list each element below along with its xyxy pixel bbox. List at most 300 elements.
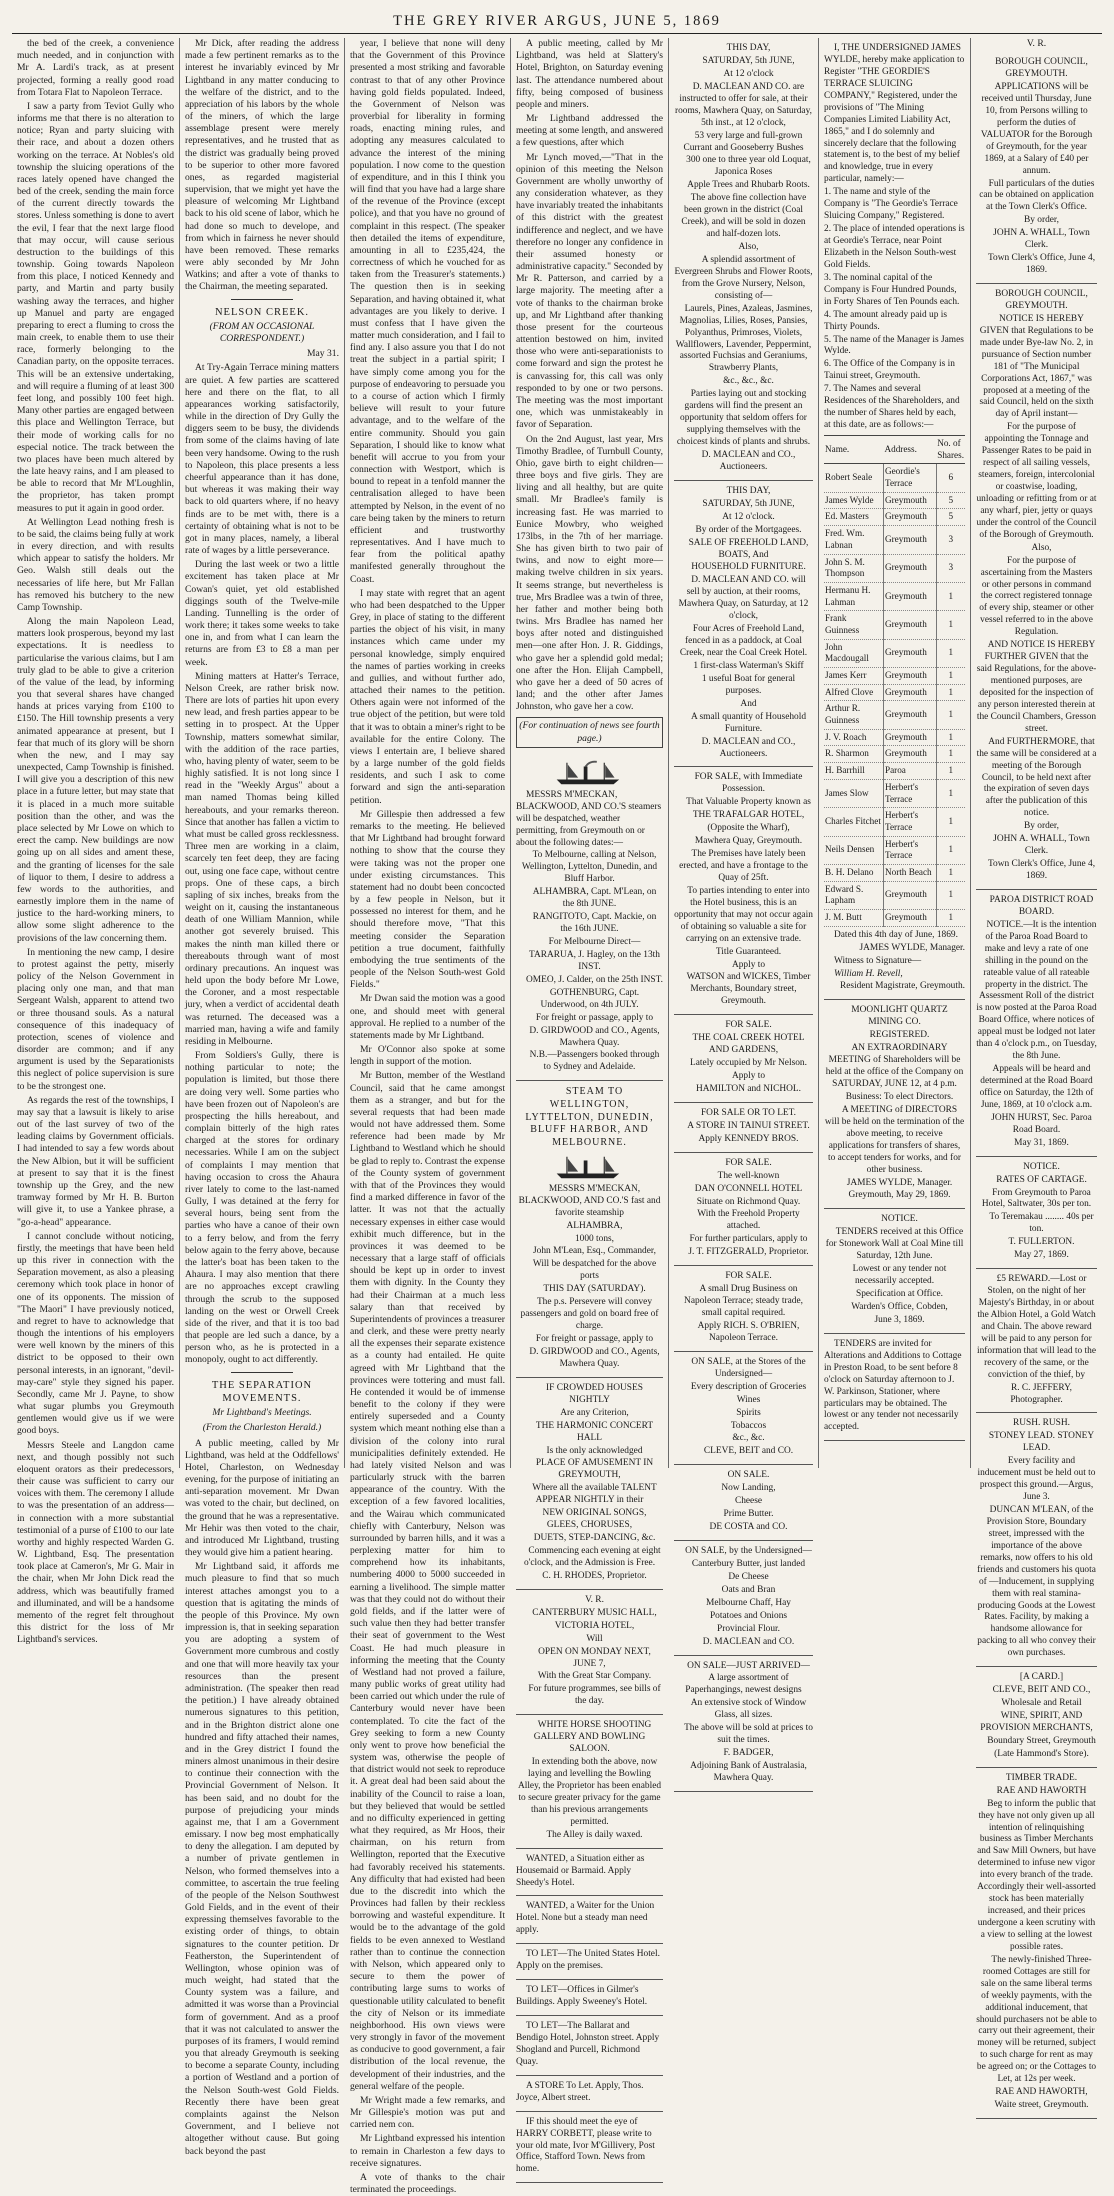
shareholder-address: Greymouth: [883, 526, 936, 554]
ad-line: Where all the available TALENT APPEAR NIGHTLY in their: [532, 1483, 657, 1506]
ad-line: Commencing each evening at eight o'clock, and the Admission is Free.: [523, 1546, 661, 1568]
witness-name: William H. Revell,: [834, 968, 903, 979]
timber-trade-ad: [976, 1768, 1097, 2119]
classified-text: IF this should meet the eye of HARRY CORBETT, please write to your old mate, Ivor M'Gillivery, Post Office, Stafford Town. News from home.: [516, 2116, 655, 2175]
ad-line: V. R.: [585, 1594, 604, 1605]
royal-cypher: V. R.: [1026, 38, 1047, 49]
table-row: [824, 910, 965, 927]
ad-line: SALE OF FREEHOLD LAND, BOATS, And: [688, 537, 809, 560]
tenders-text: TENDERS are invited for Alterations and Additions to Cottage in Preston Road, to be sent before 8 o'clock on Saturday afternoon to J. W. Parkinson, Stationer, where particulars may be obtained. The lowest or any tender not necessarily accepted.: [824, 1338, 962, 1433]
ad-line: RANGITOTO, Capt. Mackie, on the 16th JUNE.: [532, 912, 657, 935]
coal-creek-hotel-ad: [674, 1015, 813, 1103]
shareholder-name: Hermanu H. Lahman: [824, 582, 883, 610]
table-row: [824, 684, 965, 701]
ad-line: Lately occupied by Mr Nelson.: [690, 1058, 807, 1069]
cartage-notice: [976, 1157, 1097, 1270]
table-row: [824, 779, 965, 807]
ad-line: THIS DAY,: [726, 43, 771, 53]
ad-line: For freight or passage, apply to: [535, 1334, 654, 1345]
ad-line: CLEVE, BEIT AND CO.,: [992, 1685, 1091, 1696]
ad-line: The p.s. Persevere will convey passengers and gold on board free of charge.: [520, 1297, 659, 1332]
ad-line: FOR SALE.: [725, 1271, 772, 1282]
ad-line: Are any Criterion,: [560, 1407, 629, 1418]
ad-line: APPLICATIONS will be received until Thursday, June 10, from Persons willing to perform the duties of VALUATOR for the Borough of Greymouth, for the year 1869, at a Salary of £40 per annum.: [980, 82, 1093, 176]
moonlight-mining-ad: [824, 1000, 965, 1209]
paragraph: From Soldiers's Gully, there is nothing particular to note; the population is limited, but those there are doing very well. Some parties who have been frozen out of Napoleon's are prospecting the hills hereabout, and complain bitterly of the high rates charged at the stores for ordinary necessaries. While I am on the subject of complaints I may mention that having occasion to cross the Ahaura river lately to come to the last-named Gully, I was detained at the ferry for several hours, being sent from the parties who have a canoe of their own to a ferry below, and from the ferry below again to the ferry above, because the latter's boat has been taken to the Ahaura. I may also mention that there are no approaches except crawling through the scrub to the supposed landing on the west or Orwell Creek side of the river, and that it is too bad that people are led such a dance, by a person who, as he is protected in a monopoly, ought to act differently.: [185, 1050, 339, 1366]
shareholder-address: Greymouth: [883, 746, 936, 763]
table-row: [824, 554, 965, 582]
registration-intro: I, THE UNDERSIGNED JAMES WYLDE, hereby make application to Register "THE GEORDIE'S TERRACE SLUICING COMPANY," Registered, under the provisions of "The Mining Companies Limited Liability Act, 1865," and I do solemnly and sincerely declare that the following statement is, to the best of my belief and knowledge, true in every particular, namely:—: [824, 43, 965, 185]
shareholder-address: Greymouth: [883, 639, 936, 667]
shareholder-name: Robert Seale: [824, 464, 883, 492]
table-row: [824, 836, 965, 864]
ad-line: A small quantity of Household Furniture.: [690, 711, 807, 734]
ad-line: Wines: [736, 1394, 761, 1405]
section-source: (From the Charleston Herald.): [202, 1422, 322, 1434]
ad-line: F. BADGER,: [723, 1748, 774, 1759]
shareholder-address: Greymouth: [883, 881, 936, 909]
shareholder-address: Greymouth: [883, 701, 936, 729]
ad-line: 300 one to three year old Loquat, Japonica Roses: [686, 155, 811, 178]
ad-line: DUNCAN M'LEAN, of the Provision Store, Boundary street, impressed with the importance of the above remarks, now offers to his old friends and customers his quota of —Inducement, in supplying them with real stamina-producing Goods at the Lowest Rates. Facility, by making a handsome allowance for packing to all who convey their own purchases.: [977, 1505, 1096, 1659]
ad-line: The Alley is daily waxed.: [546, 1829, 643, 1840]
column-7: [971, 38, 1102, 2111]
ad-line: (Late Hammond's Store).: [994, 1748, 1089, 1759]
ad-line: A splendid assortment of Evergreen Shrubs and Flower Roots, from the Grove Nursery, Nelson, consisting of—: [674, 254, 813, 301]
column-3: [345, 38, 511, 2196]
groceries-ad: [674, 1352, 813, 1466]
column-4: [511, 38, 669, 2175]
ad-line: D. MACLEAN and CO., Auctioneers.: [701, 736, 796, 759]
ad-line: Four Acres of Freehold Land, fenced in as a paddock, at Coal Creek, near the Coal Creek Hotel.: [679, 624, 808, 658]
table-row: [824, 526, 965, 554]
paragraph: I cannot conclude without noticing, firstly, the meetings that have been held up this river in connection with the Separation movement, as also a pleasing ceremony which took place in honor of one of its opponents. The mission of "The Maori" I have previously noticed, and regret to have to acknowledge that though the intentions of his employers were well known by the miners of this district to be opposed to their own personal interests, in an ignorant, "devil-may-care" style they signed his paper. Secondly, came Mr J. Payne, to show what sugar plumbs you Greymouth gentlemen would give us if we were good boys.: [17, 1230, 174, 1437]
ad-line: Town Clerk's Office, June 4, 1869.: [987, 253, 1096, 276]
ad-line: PLACE OF AMUSEMENT IN GREYMOUTH,: [535, 1458, 654, 1481]
ad-line: A small Drug Business on Napoleon Terrace; steady trade, small capital required.: [684, 1284, 803, 1318]
shareholder-address: Herbert's Terrace: [883, 779, 936, 807]
divider: [231, 299, 293, 300]
ad-line: The Premises have lately been erected, and have a frontage to the Quay of 25ft.: [679, 849, 808, 883]
ad-line: PAROA DISTRICT ROAD BOARD.: [989, 894, 1094, 917]
ad-line: Greymouth, May 29, 1869.: [848, 1190, 951, 1201]
ad-line: FOR SALE OR TO LET.: [700, 1107, 797, 1118]
paragraph: On the 2nd August, last year, Mrs Timothy Bradlee, of Turnbull County, Ohio, gave birth to eight children—three boys and five girls. They are living and all healthy, but are quite small. Mr Bradlee's family is increasing fast. He was married to Eunice Mowbry, who weighed 173lbs, in the 7th of her marriage. She has given birth to two pair of twins, and now to eight more—making twelve children in six years. It seems strange, but nevertheless is true, Mrs Bradlee was a twin of three, her father and mother being both twins. Mrs Bradlee has named her boys after noted and distinguished men—one after Hon. J. R. Giddings, who gave her a splendid gold medal; one after the Hon. Elijah Campbell, who gave her a deed of 50 acres of land; and the other after James Johnston, who gave her a cow.: [516, 433, 663, 713]
shareholder-address: Greymouth: [883, 509, 936, 526]
shareholder-address: North Beach: [883, 864, 936, 881]
ad-line: BOROUGH COUNCIL, GREYMOUTH.: [995, 57, 1088, 80]
ad-line: (Opposite the Wharf),: [707, 823, 790, 834]
shareholder-name: Charles Fitchet: [824, 808, 883, 836]
ad-line: DUETS, STEP-DANCING, &c.: [533, 1533, 656, 1544]
ad-line: Full particulars of the duties can be obtained on application at the Town Clerk's Office.: [979, 178, 1095, 213]
registration-item: 2. The place of intended operations is at Geordie's Terrace, near Point Elizabeth in the Nelson South-west Gold Fields.: [824, 224, 965, 270]
ad-line: D. GIRDWOOD and CO., Agents, Mawhera Quay.: [529, 1025, 660, 1048]
ad-line: Will be despatched for the above ports: [532, 1259, 657, 1282]
ad-line: D. GIRDWOOD and CO., Agents, Mawhera Quay.: [529, 1346, 660, 1369]
shareholder-name: John Macdougall: [824, 639, 883, 667]
signature: JAMES WYLDE, Manager.: [859, 942, 965, 953]
columns: [12, 38, 1102, 2196]
ad-line: Now Landing,: [721, 1483, 776, 1494]
ad-line: At 12 o'clock.: [722, 511, 775, 522]
ad-line: ALHAMBRA,: [566, 1220, 623, 1231]
ad-line: R. C. JEFFERY, Photographer.: [1010, 1382, 1073, 1405]
column-header: No. of Shares.: [936, 436, 965, 464]
section-subheading: Mr Lightband's Meetings.: [212, 1407, 312, 1419]
ad-line: D. MACLEAN AND CO. will sell by auction, at their rooms, Mawhera Quay, on Saturday, at 12 o'clock,: [678, 575, 809, 622]
ad-line: VICTORIA HOTEL,: [554, 1620, 635, 1631]
ad-line: For the purpose of appointing the Tonnage and Passenger Rates to be paid in respect of all sailing vessels, steamers, foreign, intercolonial or coastwise, loading, unloading or refitting from or at any wharf, pier, jetty or quays under the control of the Council of the Borough of Greymouth.: [976, 422, 1097, 540]
ad-line: &c., &c., &c.: [723, 376, 774, 387]
column-2: [180, 38, 345, 2157]
ad-title: MESSRS M'MECKAN, BLACKWOOD, AND CO.'S steamers will be despatched, weather permitting, from Greymouth on or about the following dates:—: [516, 789, 662, 848]
ad-line: Waite street, Greymouth.: [994, 2100, 1089, 2111]
shareholder-address: Herbert's Terrace: [883, 836, 936, 864]
share-count: 5: [936, 509, 965, 526]
ad-lines: [516, 1184, 663, 1371]
concert-hall-ad: [516, 1378, 663, 1590]
ad-line: Apple Trees and Rhubarb Roots.: [687, 180, 810, 191]
shareholder-name: R. Sharmon: [824, 746, 883, 763]
classified-ad: [516, 1980, 663, 2016]
music-hall-ad: [516, 1590, 663, 1715]
shareholder-name: Ed. Masters: [824, 509, 883, 526]
ad-line: OMEO, J. Calder, on the 25th INST.: [526, 974, 663, 985]
share-count: 1: [936, 684, 965, 701]
table-row: [824, 808, 965, 836]
ad-line: HAMILTON and NICHOL.: [696, 1083, 801, 1094]
ad-line: With the Freehold Property attached.: [697, 1209, 800, 1232]
ad-line: Title Guaranteed.: [715, 946, 782, 957]
reward-notice: [976, 1269, 1097, 1413]
ad-line: For further particulars, apply to: [689, 1234, 808, 1245]
ad-line: WATSON and WICKES, Timber Merchants, Boundary street, Greymouth.: [686, 972, 811, 1007]
registration-item: 5. The name of the Manager is James Wylde.: [824, 334, 964, 357]
steamship-icon: [552, 759, 627, 787]
ad-line: £5 REWARD.—Lost or Stolen, on the night of her Majesty's Birthday, in or about the Albion Hotel, a Gold Watch and Chain. The above reward will be paid to any person for information that will lead to the recovery of the same, or the conviction of the thief, by: [977, 1274, 1096, 1380]
classified-ad: [516, 2112, 663, 2184]
tender-notice: [824, 1209, 965, 1333]
paragraph: the bed of the creek, a convenience much needed, and in conjunction with Mr A. Lardi's track, as at present projected, forming a really good road from Totara Flat to Napoleon Terrace.: [17, 38, 174, 98]
share-count: 1: [936, 701, 965, 729]
ad-line: D. MACLEAN AND CO. are instructed to offer for sale, at their rooms, Mawhera Quay, on Saturday, 5th inst., at 12 o'clock,: [674, 81, 813, 128]
table-header: [824, 436, 965, 464]
ad-line: Melbourne Chaff, Hay: [706, 1597, 791, 1608]
ad-line: Tobaccos: [730, 1420, 767, 1431]
dated-line: Dated this 4th day of June, 1869.: [834, 929, 958, 940]
ad-line: ON SALE.: [727, 1470, 770, 1481]
ad-line: JOHN A. WHALL, Town Clerk.: [993, 834, 1090, 857]
ad-line: Also,: [738, 242, 759, 252]
table-row: [824, 864, 965, 881]
ad-line: For the purpose of ascertaining from the Masters or other persons in command the correct registered tonnage of every ship, steamer or other vessel referred to in the above Regulation.: [979, 555, 1094, 638]
merchants-card: [976, 1667, 1097, 1768]
ad-line: WHITE HORSE SHOOTING GALLERY AND BOWLING SALOON.: [533, 1720, 652, 1755]
ad-line: ON SALE, by the Undersigned—: [685, 1546, 812, 1556]
ad-line: ALHAMBRA, Capt. M'Lean, on the 8th JUNE.: [532, 887, 657, 910]
rush-ad: [976, 1413, 1097, 1667]
column-6: [819, 38, 971, 1468]
paragraph: At Wellington Lead nothing fresh is to be said, the claims being fully at work in every direction, and with results which appear to satisfy the holders. Mr Geo. Walsh still deals out the necessaries of life here, but Mr Fallan has removed his butchery to the new Camp Township.: [17, 516, 174, 613]
dateline: May 31.: [307, 348, 339, 360]
ad-line: Boundary Street, Greymouth: [987, 1735, 1096, 1746]
ad-line: D. MACLEAN and CO., Auctioneers.: [701, 449, 796, 472]
table-row: [824, 881, 965, 909]
ad-line: At 12 o'clock: [723, 68, 774, 79]
ad-line: Wholesale and Retail: [1001, 1698, 1082, 1709]
col4-body: [516, 38, 663, 713]
hotel-sale-ad: [674, 767, 813, 1015]
shareholder-address: Greymouth: [883, 729, 936, 746]
ad-line: SATURDAY, 5th JUNE,: [702, 55, 795, 66]
share-count: 6: [936, 464, 965, 492]
ad-line: TENDERS received at this Office for Stonework Wall at Coal Mine till Saturday, 12th June.: [825, 1227, 964, 1262]
ad-line: Also,: [1031, 542, 1052, 553]
ad-line: Prime Butter.: [723, 1509, 774, 1520]
ad-line: Apply to: [731, 1071, 766, 1081]
ad-line: The well-known: [717, 1170, 780, 1181]
paragraph: A vote of thanks to the chair terminated the proceedings.: [350, 2171, 505, 2196]
share-count: 1: [936, 668, 965, 685]
ad-line: The above will be sold at prices to suit the times.: [684, 1723, 813, 1746]
ad-line: To Melbourne, calling at Nelson, Wellington, Lyttelton, Dunedin, and Bluff Harbor.: [521, 850, 658, 885]
shareholder-name: Edward S. Lapham: [824, 881, 883, 909]
shareholder-name: B. H. Delano: [824, 864, 883, 881]
ad-line: From Greymouth to Paroa Hotel, Saltwater, 30s per ton.: [981, 1187, 1092, 1210]
ad-line: John M'Lean, Esq., Commander,: [533, 1246, 656, 1257]
paragraph: Mr Lightband addressed the meeting at some length, and answered a few questions, after which: [516, 113, 663, 149]
ad-line: And FURTHERMORE, that the same will be considered at a meeting of the Borough Council, to be held next after the expiration of seven days after the publication of this notice.: [976, 736, 1097, 819]
shareholder-address: Greymouth: [883, 554, 936, 582]
table-row: [824, 492, 965, 509]
shareholder-address: Greymouth: [883, 492, 936, 509]
ad-line: WINE, SPIRIT, AND PROVISION MERCHANTS,: [980, 1711, 1093, 1733]
ad-line: RATES OF CARTAGE.: [996, 1174, 1087, 1185]
ad-line: Lowest or any tender not necessarily accepted.: [852, 1264, 947, 1287]
col2-top: [185, 38, 339, 294]
table-row: [824, 639, 965, 667]
ad-line: Cheese: [734, 1496, 763, 1507]
shareholder-name: J. M. Butt: [824, 910, 883, 927]
paragraph: Mr Lynch moved,—"That in the opinion of this meeting the Nelson Government are wholly unworthy of any consideration whatever, as they have invariably treated the inhabitants of this district with the greatest indifference and neglect, and we have therefore no longer any confidence in their assumed honesty or administrative capacity." Seconded by Mr R. Patterson, and carried by a large majority. The meeting after a vote of thanks to the chairman broke up, and Mr Lightband after thanking those present for the courteous attention bestowed on him, invited those who were anti-separationists to come forward and sign the protest he is canvassing for, this call was only responded to by one or two persons. The meeting was the most important one, which was unmistakeably in favor of Separation.: [516, 151, 663, 431]
ad-line: Town Clerk's Office, June 4, 1869.: [987, 859, 1096, 882]
ad-line: Situate on Richmond Quay.: [696, 1196, 801, 1207]
shareholder-name: Arthur R. Guinness: [824, 701, 883, 729]
column-header: Address.: [883, 436, 936, 464]
ad-line: NOTICE.: [1023, 1161, 1060, 1172]
produce-ad: [674, 1541, 813, 1656]
ad-line: AND NOTICE IS HEREBY FURTHER GIVEN that the said Regulations, for the above-mentioned purposes, are deposited for the inspection of any person interested therein at the Council Chambers, Gresson street.: [976, 640, 1097, 734]
ad-line: Apply KENNEDY BROS.: [698, 1133, 799, 1144]
ad-line: To Teremakau ........ 40s per ton.: [989, 1212, 1094, 1235]
ad-line: Beg to inform the public that they have not only given up all intention of relinquishing business as Timber Merchants and Saw Mill Owners, but have determined to infuse new vigor into every branch of the trade. Accordingly their well-assorted stock has been materially increased, and their prices undergone a keen scrutiny with a view to selling at the lowest possible rates.: [977, 1798, 1096, 1952]
auction-ad-plants: [674, 38, 813, 481]
ad-line: &c., &c.: [732, 1433, 765, 1444]
paragraph: At Try-Again Terrace mining matters are quiet. A few parties are scattered here and there on the flat, to all appearances working satisfactorily, while in the direction of Dry Gully the diggers seem to be busy, the dividends from some of the claims having of late been very handsome. Owing to the rush to Napoleon, this place presents a less cheerful appearance than it has done, but whereas it was making their way back to old quarters where, if no heavy finds are to be met with, there is a certainty of obtaining what is not to be got in many places, namely, a liberal rate of wages by a little perseverance.: [185, 362, 339, 557]
paragraph: Mining matters at Hatter's Terrace, Nelson Creek, are rather brisk now. There are lots of parties hit upon every new lead, and fresh parties appear to be setting in to prospect. At the Upper Township, matters somewhat similar, with the addition of the race parties, who, having plenty of water, seem to be highly satisfied. It is not long since I read in the "Weekly Argus" about a man named Thomas being killed hereabouts, and your remarks thereon. Since that another has fallen a victim to what must be called gross recklessness. Three men are working in a claim, scarcely ten feet deep, they are facing out, using one face cape, without centre props. One of these caps, a birch sapling of six inches, breaks from the weight on it, causing the instantaneous death of one William Mannion, while another got severely bruised. This makes the ninth man killed there or thereabouts through want of most ordinary precautions. An inquest was held upon the body before Mr Lowe, the Coroner, and a most respectable jury, when a verdict of accidental death was returned. The deceased was a married man, having a wife and family residing in Melbourne.: [185, 670, 339, 1047]
ad-line: NOTICE.—It is the intention of the Paroa Road Board to make and levy a rate of one shilling in the pound on the rateable value of all rateable property in the district. The Assessment Roll of the district is now posted at the Paroa Road Board Office, where notices of appeal must be lodged not later than 4 o'clock p.m., on Tuesday, the 8th June.: [976, 919, 1097, 1062]
ad-line: With the Great Star Company.: [537, 1671, 652, 1682]
paragraph: I saw a party from Teviot Gully who informs me that there is no alteration to notice; Ryan and party sluicing with their race, and about a dozen others working on the terrace. At Nobles's old township the sluicing operations of the races lately opened have changed the bed of the creek, sending the main force of the current directly towards the stores. Unless something is done to avert the evil, I fear that the next large flood that may occur, will cause serious destruction to the buildings of this township. Going towards Napoleon from this place, I noticed Kennedy and party, and Martin and party busily washing away the terraces, and higher up Manuel and party are engaged preparing to erect a fluming to cross the main creek, to enable them to use their race, formerly belonging to the Canadian party, on the opposite terraces. This will be an extensive undertaking, and will require a fluming of at least 300 feet long, and possibly 100 feet high. Many other parties are engaged between this place and Wellington Terrace, but their mode of working calls for no especial notice. The track between the two places have been much altered by the late heavy rains, and I am pleased to be able to record that Mr M'Loughlin, the proprietor, has taken prompt measures to put it again in good order.: [17, 100, 174, 514]
share-count: 1: [936, 881, 965, 909]
ad-line: The above fine collection have been grown in the district (Coal Creek), and will be sold in dozen and half-dozen lots.: [681, 193, 807, 240]
ad-line: For future programmes, see bills of the day.: [528, 1684, 661, 1707]
col2-bottom: [185, 1438, 339, 2158]
ad-line: FOR SALE.: [725, 1157, 772, 1168]
ad-line: Parties laying out and stocking gardens will find the present an opportunity that seldom offers for supplying themselves with the choicest kinds of plants and shrubs.: [676, 389, 811, 447]
ad-line: REGISTERED.: [869, 1030, 930, 1041]
ad-line: Business: To elect Directors.: [845, 1091, 954, 1102]
masthead: [12, 0, 1102, 34]
table-row: [824, 701, 965, 729]
dan-oconnell-hotel-ad: [674, 1153, 813, 1267]
classified-text: WANTED, a Waiter for the Union Hotel. None but a steady man need apply.: [516, 1901, 655, 1936]
tenders-ad: [824, 1334, 965, 1442]
table-row: [824, 464, 965, 492]
registration-item: 1. The name and style of the Company is "The Geordie's Terrace Sluicing Company," Registered.: [824, 187, 958, 222]
ad-line: TIMBER TRADE.: [1005, 1772, 1078, 1783]
section-subheading: (FROM AN OCCASIONAL CORRESPONDENT.): [209, 320, 315, 345]
shareholders-table: [824, 435, 965, 927]
ad-line: 1 useful Boat for general purposes.: [701, 673, 796, 696]
paragraph: As regards the rest of the townships, I may say that a lawsuit is likely to arise out of the last survey of two of the leading claims by Government officials. I had intended to say a few words about the New Albion, but it will be sufficient at present to say that it is the finest township up the Grey, and the new tramway formed by Mr H. B. Burton will give it, to use a Yankee phrase, a "go-a-head" appearance.: [17, 1094, 174, 1228]
ad-line: N.B.—Passengers booked through to Sydney and Adelaide.: [529, 1050, 660, 1073]
column-header: Name.: [824, 436, 883, 464]
ad-line: Adjoining Bank of Australasia, Mawhera Quay.: [690, 1761, 807, 1783]
ad-line: Appeals will be heard and determined at the Road Board office on Saturday, the 12th of June, 1869, at 10 o'clock a.m.: [979, 1064, 1094, 1110]
steamer-ad: [516, 752, 663, 1082]
table-row: [824, 746, 965, 763]
paragraph: Mr Button, member of the Westland Council, said that he came amongst them as a stranger, and but for the several requests that had been made would not have addressed them. Some reference had been made by Mr Lightband to Westland which he should be glad to reply to. Contrast the expense of the County system of government with that of the Provinces they would find a marked difference in favor of the latter. It was not that the actually necessary expenses in either case would exhibit much difference, but in the provinces it was deemed to be necessary that a large staff of officials should be kept up in order to invest them with dignity. In the County they had their Chairman at a much less salary than that received by Superintendents of provinces a treasurer and clerk, and these were pretty nearly all the expenses their separate existence as a county had entailed. He quite agreed with Mr Lightband that the provinces were tottering and must fall. He contended it would be of immense benefit to the colony if they were entirely superseded and a County system which meant nothing else than a division of the colony into rural municipalities definitely extended. He had lately visited Nelson and was particularly struck with the barren appearance of the country. With the exception of a few favored localities, and the Wairau which communicated chiefly with Canterbury, Nelson was surrounded by barren hills, and it was a perplexing matter for him to comprehend how its inhabitants, numbering 4000 to 5000 succeeded in earning a livelihood. The simple matter was that they could not do without their gold fields, and if the latter were of such value then they had better transfer their seat of government to the West Coast. He had much pleasure in informing the meeting that the County of Westland had not proved a failure, many public works of great utility had been carried out which under the rule of Canterbury would never have been contemplated. To cite the fact of the Grey seeking to form a new County only went to prove how beneficial the system was, otherwise the people of that district would not seek to reproduce it. A great deal had been said about the inability of the Council to raise a loan, but they believed that would be settled and no difficulty experienced in getting what they required, as Mr Hoos, their chairman, on his return from Wellington, reported that the Executive had favorably received his statements. Any difficulty that had existed had been due to the discredit into which the Provinces had fallen by their reckless borrowing and wasteful expenditure. It would be to the advantage of the gold fields to be even annexed to Westland rather than to continue the connection with Nelson, which appeared only to secure to them the power of contributing large sums to works of questionable utility calculated to benefit the city of Nelson or its immediate neighborhood. His own views were very strongly in favor of the movement as conducive to good government, a fair distribution of the local revenue, the development of their industries, and the general welfare of the people.: [350, 1070, 505, 2092]
ad-line: Provincial Flour.: [716, 1623, 781, 1634]
col1-body: [17, 38, 174, 1647]
registration-item: 4. The amount already paid up is Thirty Pounds.: [824, 309, 947, 332]
ad-line: CANTERBURY MUSIC HALL,: [532, 1607, 657, 1618]
ad-line: DE COSTA and CO.: [709, 1522, 788, 1533]
share-count: 1: [936, 582, 965, 610]
ad-line: NOTICE.: [881, 1214, 918, 1225]
paragraph: Mr Gillespie then addressed a few remarks to the meeting. He believed that Mr Lightband had brought forward nothing to show that the course they were taking was not the proper one under existing circumstances. This statement had no doubt been concocted by a few people in Nelson, but it possessed no interest for them, and he should therefore move, "That this meeting consider the Separation petition a true document, faithfully embodying the true sentiments of the people of the Nelson South-west Gold Fields.": [350, 808, 505, 991]
ad-line: FOR SALE.: [725, 1020, 772, 1031]
ad-line: An extensive stock of Window Glass, all sizes.: [690, 1698, 807, 1721]
share-count: 1: [936, 836, 965, 864]
ad-line: Canterbury Butter, just landed: [691, 1558, 806, 1569]
classified-text: WANTED, a Situation either as Housemaid or Barmaid. Apply Sheedy's Hotel.: [516, 1853, 645, 1888]
ad-line: 53 very large and full-grown Currant and Gooseberry Bushes: [683, 130, 804, 153]
shareholder-address: Paroa: [883, 763, 936, 780]
ad-line: JOHN HURST, Sec. Paroa Road Board.: [991, 1112, 1092, 1135]
ad-line: TARARUA, J. Hagley, on the 13th INST.: [529, 949, 660, 972]
ad-line: Potatoes and Onions: [709, 1610, 788, 1621]
ad-line: That Valuable Property known as: [686, 797, 811, 808]
shareholder-name: John S. M. Thompson: [824, 554, 883, 582]
classified-ad: [516, 2076, 663, 2112]
ad-line: Spirits: [736, 1407, 761, 1418]
share-count: 1: [936, 639, 965, 667]
paragraph: Messrs Steele and Langdon came next, and though possibly not such eloquent orators as their predecessors, their cause was sufficient to carry our voices with them. The ceremony I allude to was the presentation of an address—in connection with a more substantial testimonial of a purse of £100 to our late worthy and highly respected Warden G. W. Lightband, Esq. The presentation took place at Cameron's, Mr G. Mair in the chair, when Mr John Dick read the address, which was beautifully framed and illuminated, and will be a handsome memento of the regret felt throughout this district for the loss of Mr Lightband's services.: [17, 1439, 174, 1646]
ad-line: 1 first-class Waterman's Skiff: [693, 660, 804, 671]
paragraph: A public meeting, called by Mr Lightband, was held at the Oddfellows' Hotel, Charleston, on Wednesday evening, for the purpose of initiating an anti-separation movement. Mr Dwan was voted to the chair, but declined, on the ground that he was a representative. Mr Hehir was then voted to the chair, and introduced Mr Lightband, trusting they would give him a patient hearing.: [185, 1437, 339, 1559]
auction-ad-freehold: [674, 481, 813, 768]
ad-line: C. H. RHODES, Proprietor.: [542, 1570, 647, 1581]
classified-text: A STORE To Let. Apply, Thos. Joyce, Albert street.: [516, 2080, 644, 2103]
ad-line: By order,: [1023, 215, 1060, 226]
shareholder-address: Geordie's Terrace: [883, 464, 936, 492]
ad-line: And: [740, 698, 757, 709]
shareholder-address: Greymouth: [883, 668, 936, 685]
regulations-notice: [976, 284, 1097, 890]
shareholder-address: Greymouth: [883, 684, 936, 701]
ad-line: MOONLIGHT QUARTZ MINING CO.: [851, 1005, 948, 1028]
ad-line: Is the only acknowledged: [546, 1445, 643, 1456]
shareholder-name: H. Barrhill: [824, 763, 883, 780]
valuator-ad: [976, 52, 1097, 284]
share-count: 1: [936, 729, 965, 746]
shareholder-address: Greymouth: [883, 582, 936, 610]
ad-line: [A CARD.]: [1019, 1672, 1064, 1683]
table-row: [824, 509, 965, 526]
ad-line: RAE AND HAWORTH,: [995, 2087, 1088, 2098]
ad-line: AN EXTRAORDINARY MEETING of Shareholders will be held at the office of the Company on SATURDAY, JUNE 12, at 4 p.m.: [825, 1043, 964, 1089]
section-heading: NELSON CREEK.: [214, 306, 310, 318]
table-row: [824, 582, 965, 610]
ad-line: JOHN A. WHALL, Town Clerk.: [993, 228, 1090, 251]
ad-line: GOTHENBURG, Capt. Underwood, on 4th JULY.: [540, 987, 640, 1010]
classified-ad: [516, 1944, 663, 1980]
table-body: [824, 464, 965, 926]
classified-text: TO LET—The United States Hotel. Apply on the premises.: [516, 1949, 660, 1972]
shareholder-name: Fred. Wm. Labnan: [824, 526, 883, 554]
ad-line: NOTICE IS HEREBY GIVEN that Regulations to be made under Bye-law No. 2, in pursuance of Section number 181 of "The Municipal Corporations Act, 1867," was proposed at a meeting of the said Council, held on the sixth day of April instant—: [979, 313, 1094, 420]
section-heading: THE SEPARATION MOVEMENTS.: [211, 1379, 313, 1404]
share-count: 1: [936, 611, 965, 639]
classified-ad: [516, 1849, 663, 1897]
ad-line: IF CROWDED HOUSES NIGHTLY: [546, 1382, 643, 1405]
masthead-title: THE GREY RIVER ARGUS, JUNE 5, 1869: [393, 13, 721, 29]
ad-line: RUSH. RUSH.: [1012, 1418, 1071, 1429]
shareholder-name: James Kerr: [824, 668, 883, 685]
shareholder-address: Herbert's Terrace: [883, 808, 936, 836]
classified-ad: [516, 1896, 663, 1944]
ad-line: ON SALE—JUST ARRIVED—: [687, 1660, 810, 1671]
table-row: [824, 763, 965, 780]
ad-line: For Melbourne Direct—: [548, 937, 641, 948]
share-count: 5: [936, 492, 965, 509]
ad-line: Will: [586, 1633, 603, 1644]
share-count: 1: [936, 864, 965, 881]
shooting-gallery-ad: [516, 1715, 663, 1848]
registration-item: 7. The Names and several Residences of the Shareholders, and the number of Shares held by each, at this date, are as follows:—: [824, 384, 960, 431]
paragraph: Mr Wright made a few remarks, and Mr Gillespie's motion was put and carried nem con.: [350, 2094, 505, 2131]
paragraph: Mr Dwan said the motion was a good one, and should meet with general approval. He replied to a number of the statements made by Mr Lightband.: [350, 993, 505, 1041]
shareholder-name: Alfred Clove: [824, 684, 883, 701]
ad-line: Apply RICH. S. O'BRIEN, Napoleon Terrace.: [697, 1320, 800, 1343]
ad-line: JAMES WYLDE, Manager.: [846, 1177, 953, 1188]
ad-line: By order of the Mortgagees.: [695, 524, 802, 535]
shareholder-address: Greymouth: [883, 910, 936, 927]
paragraph: A public meeting, called by Mr Lightband, was held at Slattery's Hotel, Brighton, on Saturday evening last. The attendance numbered about fifty, being composed of business people and miners.: [516, 38, 663, 110]
shareholder-name: James Wylde: [824, 492, 883, 509]
ad-line: T. FULLERTON.: [1008, 1237, 1075, 1248]
ad-line: RAE AND HAWORTH: [996, 1785, 1087, 1796]
paragraph: Mr O'Connor also spoke at some length in support of the motion.: [350, 1044, 505, 1068]
store-to-let-ad: [674, 1103, 813, 1153]
table-row: [824, 729, 965, 746]
table-row: [824, 668, 965, 685]
drug-business-ad: [674, 1266, 813, 1352]
ad-line: Apply to: [731, 959, 766, 970]
